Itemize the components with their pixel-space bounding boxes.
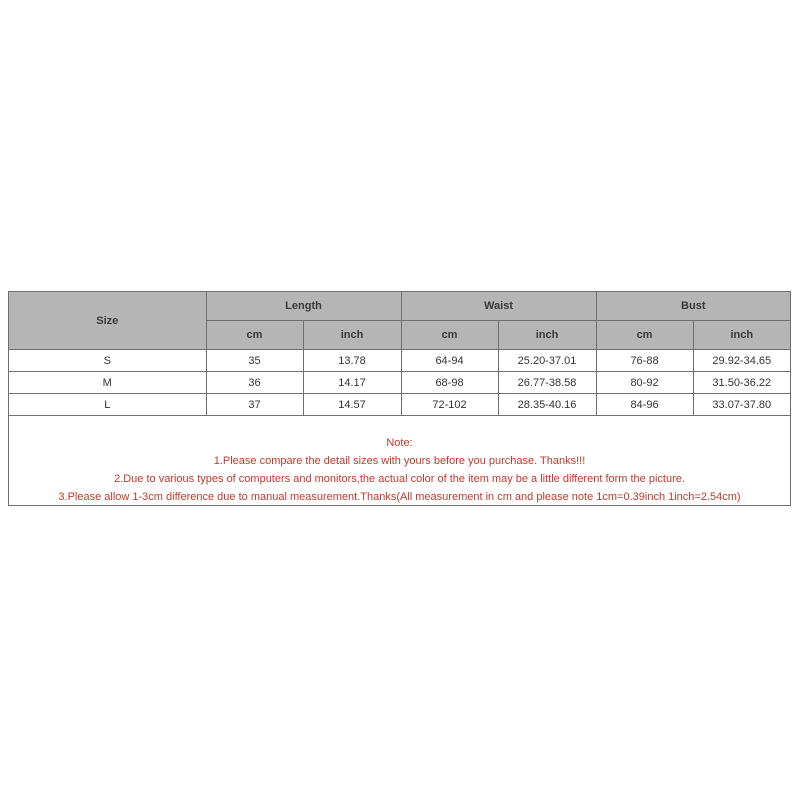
table-cell: 76-88 <box>596 350 693 372</box>
size-cell: M <box>9 372 206 394</box>
table-cell: 28.35-40.16 <box>498 394 596 416</box>
waist-cm-header: cm <box>401 321 498 350</box>
table-row <box>9 372 790 394</box>
table-cell: 80-92 <box>596 372 693 394</box>
note-title: Note: <box>386 437 413 449</box>
length-cm-header: cm <box>206 321 303 350</box>
table-cell: 84-96 <box>596 394 693 416</box>
table-row <box>9 394 790 416</box>
table-cell: 13.78 <box>303 350 401 372</box>
table-cell: 26.77-38.58 <box>498 372 596 394</box>
table-cell: 37 <box>206 394 303 416</box>
length-inch-header: inch <box>303 321 401 350</box>
size-cell: S <box>9 350 206 372</box>
length-header: Length <box>206 292 401 321</box>
size-chart <box>8 291 791 506</box>
note-line-3: 3.Please allow 1-3cm difference due to manual measurement.Thanks(All measurement in cm and please note 1cm=0.39inch 1inch=2.54cm) <box>58 491 741 503</box>
header-row-groups <box>9 292 790 321</box>
notes-section <box>9 415 790 505</box>
size-table <box>9 292 790 415</box>
table-cell: 14.57 <box>303 394 401 416</box>
table-cell: 35 <box>206 350 303 372</box>
table-cell: 29.92-34.65 <box>693 350 790 372</box>
size-header: Size <box>9 292 206 350</box>
table-row <box>9 350 790 372</box>
table-cell: 31.50-36.22 <box>693 372 790 394</box>
bust-cm-header: cm <box>596 321 693 350</box>
waist-inch-header: inch <box>498 321 596 350</box>
note-line-1: 1.Please compare the detail sizes with yours before you purchase. Thanks!!! <box>213 455 586 467</box>
note-line-2: 2.Due to various types of computers and monitors,the actual color of the item may be a little different form the picture. <box>114 473 685 485</box>
waist-header: Waist <box>401 292 596 321</box>
table-cell: 72-102 <box>401 394 498 416</box>
bust-header: Bust <box>596 292 790 321</box>
table-cell: 14.17 <box>303 372 401 394</box>
table-cell: 33.07-37.80 <box>693 394 790 416</box>
table-cell: 36 <box>206 372 303 394</box>
bust-inch-header: inch <box>693 321 790 350</box>
size-cell: L <box>9 394 206 416</box>
table-cell: 68-98 <box>401 372 498 394</box>
table-cell: 64-94 <box>401 350 498 372</box>
table-cell: 25.20-37.01 <box>498 350 596 372</box>
